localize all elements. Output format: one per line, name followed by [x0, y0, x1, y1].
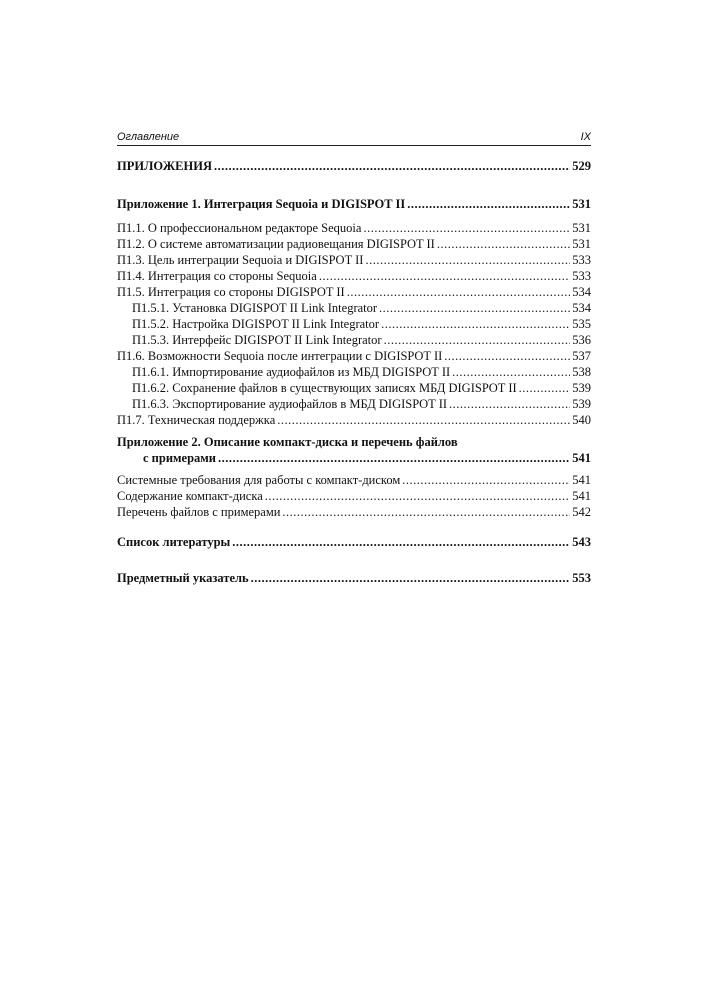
dot-leader [437, 236, 570, 252]
dot-leader [519, 380, 571, 396]
dot-leader [381, 316, 570, 332]
dot-leader [214, 158, 570, 174]
dot-leader [365, 252, 570, 268]
toc-entry-bibliography[interactable]: Список литературы ..... 543 [117, 534, 591, 550]
dot-leader [444, 348, 570, 364]
toc-entry-sub[interactable]: П1.6.1. Импортирование аудиофайлов из МБД DIGISPOT II ..... 538 [117, 364, 591, 380]
toc-entry-appendix-1[interactable]: Приложение 1. Интеграция Sequoia и DIGISPOT II ..... 531 [117, 196, 591, 212]
toc-entry[interactable]: П1.2. О системе автоматизации радиовещания DIGISPOT II ..... 531 [117, 236, 591, 252]
dot-leader [402, 472, 570, 488]
dot-leader [319, 268, 570, 284]
toc-entry-appendix-2-line1[interactable]: Приложение 2. Описание компакт-диска и перечень файлов [117, 435, 458, 449]
running-head: Оглавление [117, 131, 180, 143]
page-number: IX [580, 131, 591, 143]
dot-leader [407, 196, 570, 212]
dot-leader [449, 396, 570, 412]
toc-entry[interactable]: П1.1. О профессиональном редакторе Sequoia ..... 531 [117, 220, 591, 236]
toc-entry-sub[interactable]: П1.6.3. Экспортирование аудиофайлов в МБД DIGISPOT II ..... 539 [117, 396, 591, 412]
toc-entry[interactable]: П1.4. Интеграция со стороны Sequoia ..... 533 [117, 268, 591, 284]
toc-entry-sub[interactable]: П1.5.3. Интерфейс DIGISPOT II Link Integrator ..... 536 [117, 332, 591, 348]
dot-leader [384, 332, 571, 348]
dot-leader [232, 534, 570, 550]
header-rule [117, 145, 591, 146]
dot-leader [251, 570, 571, 586]
toc-entry[interactable]: П1.7. Техническая поддержка ..... 540 [117, 412, 591, 428]
toc-entry-sub[interactable]: П1.5.1. Установка DIGISPOT II Link Integrator ..... 534 [117, 300, 591, 316]
toc-entry-appendices[interactable]: ПРИЛОЖЕНИЯ ..... 529 [117, 158, 591, 174]
toc-entry[interactable]: П1.5. Интеграция со стороны DIGISPOT II ..... 534 [117, 284, 591, 300]
toc-entry[interactable]: Содержание компакт-диска ..... 541 [117, 488, 591, 504]
page-header [117, 127, 591, 145]
dot-leader [277, 412, 570, 428]
dot-leader [282, 504, 570, 520]
toc-entry[interactable]: П1.6. Возможности Sequoia после интеграции с DIGISPOT II ..... 537 [117, 348, 591, 364]
dot-leader [379, 300, 570, 316]
toc-entry-sub[interactable]: П1.5.2. Настройка DIGISPOT II Link Integrator ..... 535 [117, 316, 591, 332]
toc-entry-sub[interactable]: П1.6.2. Сохранение файлов в существующих записях МБД DIGISPOT II ..... 539 [117, 380, 591, 396]
dot-leader [363, 220, 570, 236]
toc-entry[interactable]: П1.3. Цель интеграции Sequoia и DIGISPOT II ..... 533 [117, 252, 591, 268]
dot-leader [452, 364, 570, 380]
dot-leader [218, 450, 570, 466]
toc-entry[interactable]: Системные требования для работы с компакт-диском ..... 541 [117, 472, 591, 488]
dot-leader [265, 488, 570, 504]
toc-entry-appendix-2[interactable]: с примерами ..... 541 [117, 450, 591, 466]
dot-leader [347, 284, 571, 300]
toc-entry[interactable]: Перечень файлов с примерами ..... 542 [117, 504, 591, 520]
toc-entry-index[interactable]: Предметный указатель ..... 553 [117, 570, 591, 586]
